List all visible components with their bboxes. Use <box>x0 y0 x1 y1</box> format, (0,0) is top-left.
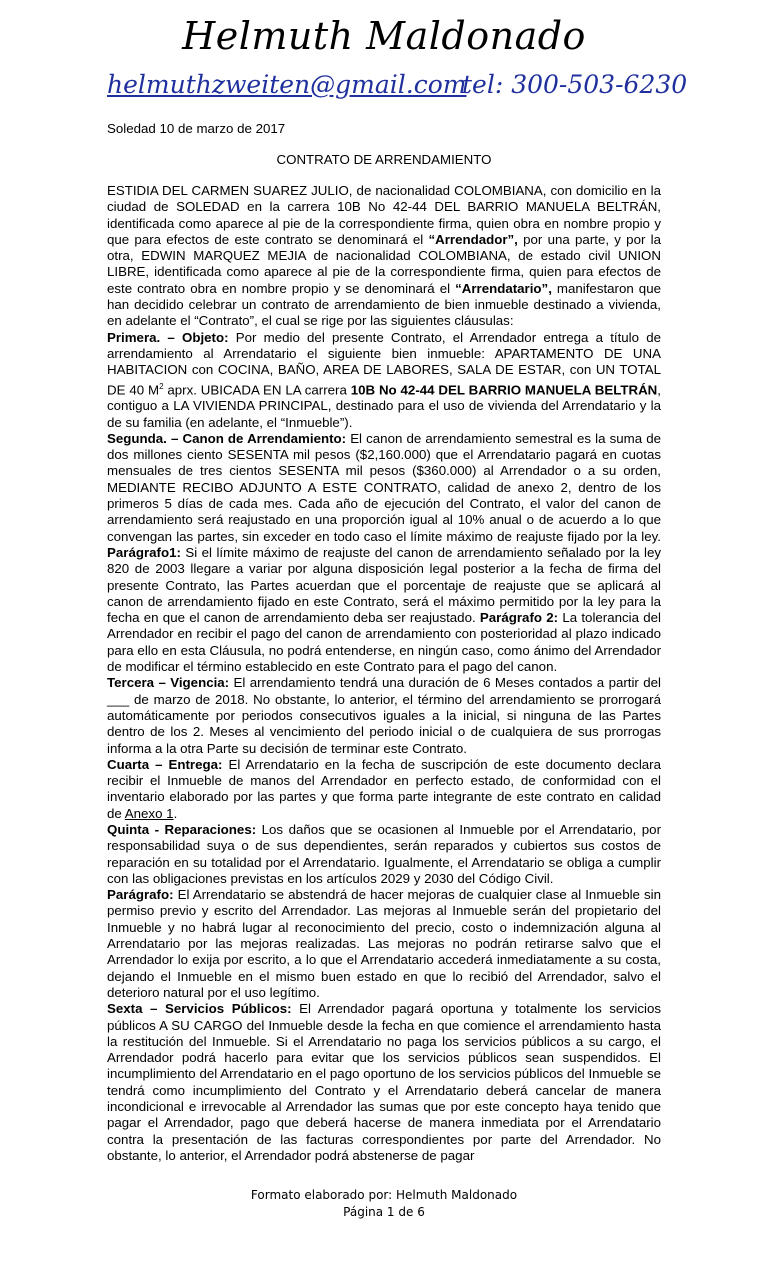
clause-quinta <box>107 822 661 887</box>
clause-heading: Primera. – Objeto: <box>107 329 229 345</box>
clause-tercera <box>107 675 661 756</box>
clause-text: El canon de arrendamiento semestral es la suma de dos millones ciento SESENTA mil pesos ($2,160.000) que el Arrendatario pagará en cuotas mensuales de tres cientos SESENTA mil pesos ($360.000) al Arrendador o a su orden, MEDIANTE RECIBO ADJUNTO A ESTE CONTRATO, calidad de anexo 2, dentro de los primeros 5 días de cada mes. Cada año de ejecución del Contrato, el valor del canon de arrendamiento será reajustado en una proporción igual al 10% anual o de acuerdo a lo que convengan las partes, sin exceder en todo caso el límite máximo de reajuste fijado por la ley. <box>107 430 661 544</box>
address-bold: 10B No 42-44 DEL BARRIO MANUELA BELTRÁN <box>350 381 658 397</box>
clause-heading: Quinta - Reparaciones: <box>107 822 257 837</box>
clause-heading: Cuarta – Entrega: <box>107 756 223 772</box>
letterhead-email-link[interactable]: helmuthzweiten@gmail.com <box>107 70 467 99</box>
clause-text: El arrendamiento tendrá una duración de 6 Meses contados a partir del ___ de marzo de 2018. No obstante, lo anterior, el término del arrendamiento se prorrogará automáticamente por periodos consecutivos iguales a la inicial, si ninguna de las Partes dentro de los 2. Meses al vencimiento del periodo inicial o de cualquiera de sus prorrogas informa a la otra Parte su decisión de terminar este Contrato. <box>107 675 661 756</box>
clause-primera <box>107 330 661 431</box>
contract-body <box>107 183 661 1164</box>
clause-text: Si el límite máximo de reajuste del canon de arrendamiento señalado por la ley 820 de 2003 llegare a variar por alguna disposición legal posterior a la fecha de firma del presente Contrato, las Partes acuerdan que el porcentaje de reajuste que se aplicará al canon de arrendamiento fijado en este Contrato, será el máximo permitido por la ley para la fecha en que el canon de arrendamiento deba ser reajustado. <box>107 544 661 626</box>
clause-heading: Segunda. – Canon de Arrendamiento: <box>107 430 347 446</box>
clause-text: El Arrendatario se abstendrá de hacer mejoras de cualquier clase al Inmueble sin permiso previo y escrito del Arrendador. Las mejoras al Inmueble serán del propietario del Inmueble y no habrá lugar al reconocimiento del precio, costo o indemnización alguna al Arrendatario por las mejoras realizadas. Las mejoras no podrán retirarse salvo que el Arrendador lo exija por escrito, a lo que el Arrendatario accederá inmediatamente a su costa, dejando el Inmueble en el mismo buen estado en que lo recibió del Arrendador, salvo el deterioro natural por el uso legítimo. <box>107 887 661 1000</box>
page-number: Página 1 de 6 <box>343 1205 425 1219</box>
clause-text: , contiguo a LA VIVIENDA PRINCIPAL, destinado para el uso de vivienda del Arrendatario y la de su familia (en adelante, el “Inmueble”). <box>107 381 661 430</box>
arrendador-term: “Arrendador”, <box>428 231 518 247</box>
intro-text-2: por una parte, y por la otra, EDWIN MARQUEZ MEJIA de nacionalidad COLOMBIANA, de estado civil UNION LIBRE, identificada como aparece al pie de la correspondiente firma, quien para efectos de este contrato obra en nombre propio y se denominará el <box>107 231 661 296</box>
clause-text: El Arrendador pagará oportuna y totalmente los servicios públicos A SU CARGO del Inmueble desde la fecha en que comience el arrendamiento hasta la restitución del Inmueble. Si el Arrendatario no paga los servicios públicos a su cargo, el Arrendador podrá hacerlo para evitar que los servicios públicos sean suspendidos. El incumplimiento del Arrendatario en el pago oportuno de los servicios públicos del Inmueble se tendrá como incumplimiento del Contrato y el Arrendatario deberá cancelar de manera incondicional e irrevocable al Arrendador las sumas que por este concepto haya tenido que pagar el Arrendador, pago que deberá hacerse de manera inmediata por el Arrendatario contra la presentación de las facturas correspondientes por parte del Arrendador. No obstante, lo anterior, el Arrendador podrá abstenerse de pagar <box>107 1001 661 1163</box>
date-line: Soledad 10 de marzo de 2017 <box>107 121 286 136</box>
superscript: 2 <box>159 381 164 391</box>
page-footer <box>0 1187 768 1221</box>
clause-heading: Parágrafo: <box>107 887 174 903</box>
clause-heading: Tercera – Vigencia: <box>107 675 230 691</box>
clause-text: El Arrendatario en la fecha de suscripción de este documento declara recibir el Inmueble de manos del Arrendador en perfecto estado, de conformidad con el inventario elaborado por las partes y que forma parte integrante de este contrato en calidad de <box>107 756 661 821</box>
clause-text: . <box>173 805 178 821</box>
footer-credit: Formato elaborado por: Helmuth Maldonado <box>250 1188 518 1202</box>
letterhead-name: Helmuth Maldonado <box>182 14 586 58</box>
clause-sexta <box>107 1001 661 1164</box>
intro-text-3: manifestaron que han decidido celebrar un contrato de arrendamiento de bien inmueble destinado a vivienda, en adelante el “Contrato”, el cual se rige por las siguientes cláusulas: <box>107 280 661 329</box>
letterhead-phone: tel: 300-503-6230 <box>462 70 688 99</box>
intro-text-1: ESTIDIA DEL CARMEN SUAREZ JULIO, de nacionalidad COLOMBIANA, con domicilio en la ciudad de SOLEDAD en la carrera 10B No 42-44 DEL BARRIO MANUELA BELTRÁN, identificada como aparece al pie de la correspondiente firma, quien obra en nombre propio y que para efectos de este contrato se denominará el <box>107 183 661 247</box>
clause-text: La tolerancia del Arrendador en recibir el pago del canon de arrendamiento con posterioridad al plazo indicado para ello en esta Cláusula, no podrá entenderse, en ningún caso, como ánimo del Arrendador de modificar el término establecido en este Contrato para el pago del canon. <box>107 610 662 675</box>
intro-paragraph <box>107 183 661 330</box>
anexo-reference: Anexo 1 <box>124 805 174 821</box>
clause-text: aprx. UBICADA EN LA carrera <box>163 381 351 397</box>
document-title: CONTRATO DE ARRENDAMIENTO <box>276 152 492 167</box>
clause-cuarta <box>107 757 661 822</box>
clause-paragrafo <box>107 887 661 1001</box>
clause-text: Los daños que se ocasionen al Inmueble por el Arrendatario, por responsabilidad suya o de sus dependientes, serán reparados y cubiertos sus costos de reparación en su totalidad por el Arrendatario. Igualmente, el Arrendatario se obliga a cumplir con las obligaciones previstas en los artículos 2029 y 2030 del Código Civil. <box>107 822 662 886</box>
clause-segunda <box>107 431 661 675</box>
clause-text: Por medio del presente Contrato, el Arrendador entrega a título de arrendamiento al Arrendatario el siguiente bien inmueble: APARTAMENTO DE UNA HABITACION con COCINA, BAÑO, AREA DE LABORES, SALA DE ESTAR, con UN TOTAL DE 40 M <box>107 329 661 397</box>
paragrafo-label: Parágrafo 2: <box>479 610 559 626</box>
clause-heading: Sexta – Servicios Públicos: <box>107 1001 292 1017</box>
paragrafo-label: Parágrafo1: <box>107 544 181 560</box>
arrendatario-term: “Arrendatario”, <box>455 280 552 296</box>
